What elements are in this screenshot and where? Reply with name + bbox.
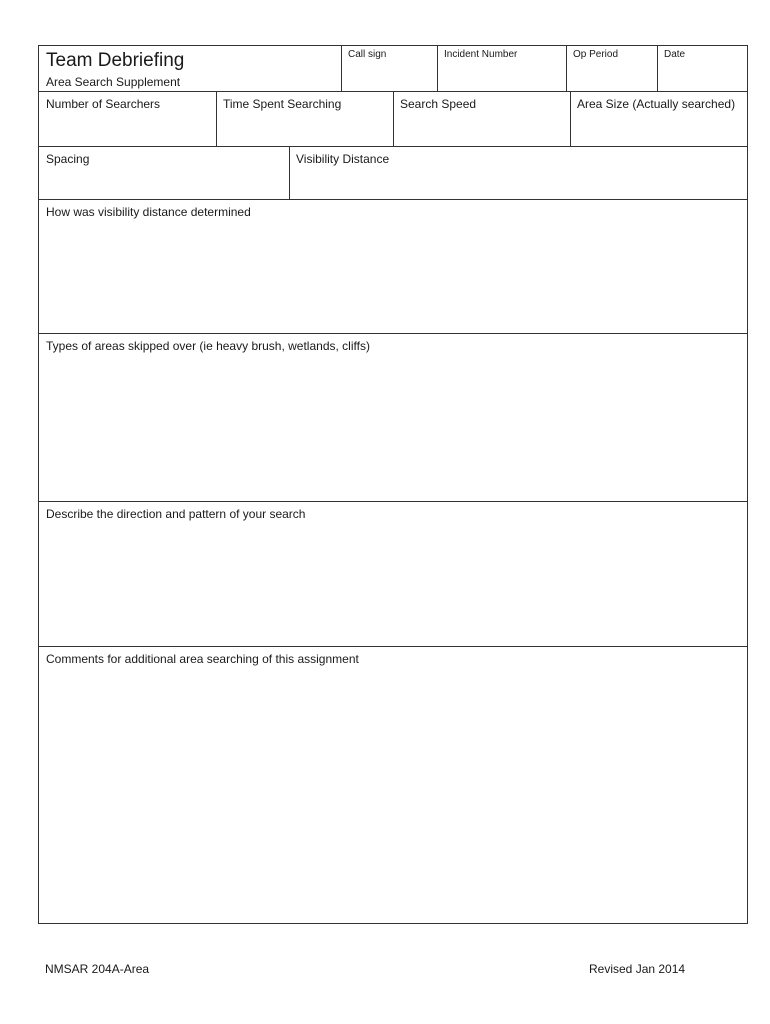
- spacing-field[interactable]: [39, 146, 289, 199]
- call-sign-field[interactable]: [341, 46, 437, 91]
- visibility-distance-field[interactable]: [289, 146, 749, 199]
- time-spent-searching-field[interactable]: [216, 91, 393, 146]
- area-size-label: Area Size (Actually searched): [577, 97, 736, 111]
- date-label: Date: [664, 49, 686, 60]
- title-cell: [39, 46, 341, 91]
- incident-number-label: Incident Number: [444, 49, 518, 60]
- search-speed-field[interactable]: [393, 91, 570, 146]
- visibility-distance-label: Visibility Distance: [296, 152, 390, 166]
- form-id: NMSAR 204A-Area: [45, 962, 150, 976]
- spacing-label: Spacing: [46, 152, 90, 166]
- visibility-determined-label: How was visibility distance determined: [46, 205, 251, 219]
- incident-number-field[interactable]: [437, 46, 566, 91]
- op-period-field[interactable]: [566, 46, 657, 91]
- date-field[interactable]: [657, 46, 749, 91]
- visibility-determined-field[interactable]: [39, 199, 749, 333]
- op-period-label: Op Period: [573, 49, 619, 60]
- area-size-field[interactable]: [570, 91, 749, 146]
- search-speed-label: Search Speed: [400, 97, 477, 111]
- comments-label: Comments for additional area searching of this assignment: [46, 652, 359, 666]
- revision-date: Revised Jan 2014: [589, 962, 686, 976]
- areas-skipped-field[interactable]: [39, 333, 749, 501]
- areas-skipped-label: Types of areas skipped over (ie heavy brush, wetlands, cliffs): [46, 339, 370, 353]
- number-of-searchers-label: Number of Searchers: [46, 97, 161, 111]
- call-sign-label: Call sign: [348, 49, 387, 60]
- direction-pattern-label: Describe the direction and pattern of your search: [46, 507, 306, 521]
- time-spent-searching-label: Time Spent Searching: [223, 97, 342, 111]
- comments-field[interactable]: [39, 646, 749, 923]
- direction-pattern-field[interactable]: [39, 501, 749, 646]
- debrief-form: [38, 45, 748, 924]
- number-of-searchers-field[interactable]: [39, 91, 216, 146]
- form-title: Team Debriefing: [46, 50, 185, 71]
- form-subtitle: Area Search Supplement: [46, 75, 181, 89]
